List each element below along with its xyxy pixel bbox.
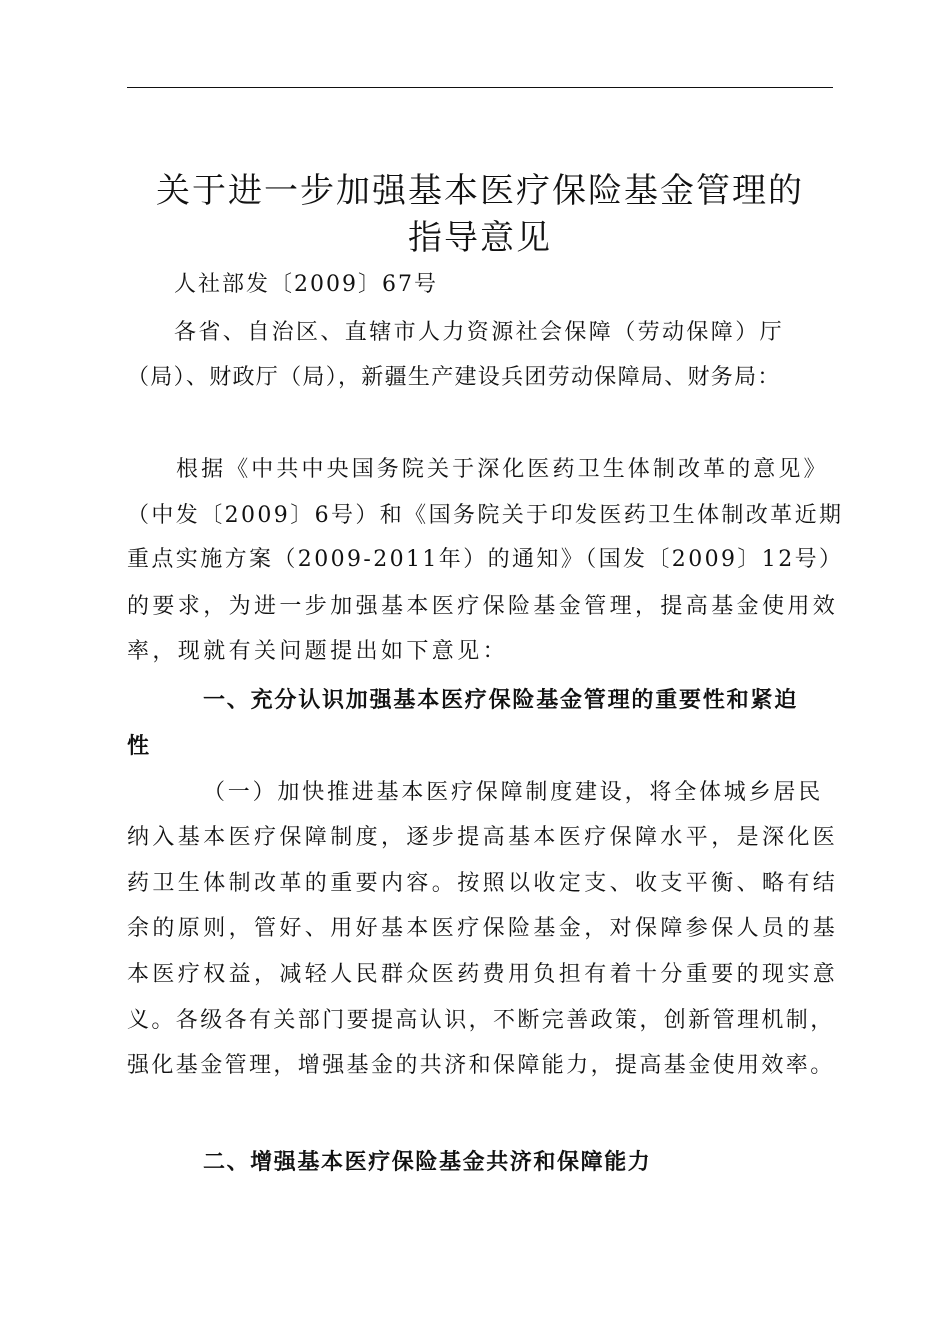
intro-line-5: 率，现就有关问题提出如下意见： xyxy=(127,639,509,664)
document-title-line-2: 指导意见 xyxy=(408,218,552,258)
addressee-line-1: 各省、自治区、直辖市人力资源社会保障（劳动保障）厅 xyxy=(174,320,785,345)
section-1-heading-line-1: 一、充分认识加强基本医疗保险基金管理的重要性和紧迫 xyxy=(203,688,799,713)
section-1-para-line-3: 药卫生体制改革的重要内容。按照以收定支、收支平衡、略有结 xyxy=(127,871,839,896)
section-1-para-line-7: 强化基金管理，增强基金的共济和保障能力，提高基金使用效率。 xyxy=(127,1053,835,1078)
section-1-para-line-6: 义。各级各有关部门要提高认识，不断完善政策，创新管理机制， xyxy=(127,1008,835,1033)
section-1-heading-line-2: 性 xyxy=(127,734,153,759)
section-1-para-line-5: 本医疗权益，减轻人民群众医药费用负担有着十分重要的现实意 xyxy=(127,962,839,987)
header-rule xyxy=(127,87,833,88)
document-number: 人社部发〔2009〕67号 xyxy=(174,272,438,297)
section-1-para-line-4: 余的原则，管好、用好基本医疗保险基金，对保障参保人员的基 xyxy=(127,916,839,941)
document-title-line-1: 关于进一步加强基本医疗保险基金管理的 xyxy=(156,171,804,211)
intro-line-2: （中发〔2009〕6号）和《国务院关于印发医药卫生体制改革近期 xyxy=(127,503,844,528)
addressee-line-2: （局）、财政厅（局），新疆生产建设兵团劳动保障局、财务局： xyxy=(127,365,781,390)
section-1-para-line-2: 纳入基本医疗保障制度，逐步提高基本医疗保障水平，是深化医 xyxy=(127,825,839,850)
intro-line-3: 重点实施方案（2009-2011年）的通知》（国发〔2009〕12号） xyxy=(127,547,844,572)
intro-line-1: 根据《中共中央国务院关于深化医药卫生体制改革的意见》 xyxy=(176,457,829,482)
section-1-para-line-1: （一）加快推进基本医疗保障制度建设，将全体城乡居民 xyxy=(203,780,824,805)
section-2-heading: 二、增强基本医疗保险基金共济和保障能力 xyxy=(203,1150,652,1175)
intro-line-4: 的要求，为进一步加强基本医疗保险基金管理，提高基金使用效 xyxy=(127,594,839,619)
